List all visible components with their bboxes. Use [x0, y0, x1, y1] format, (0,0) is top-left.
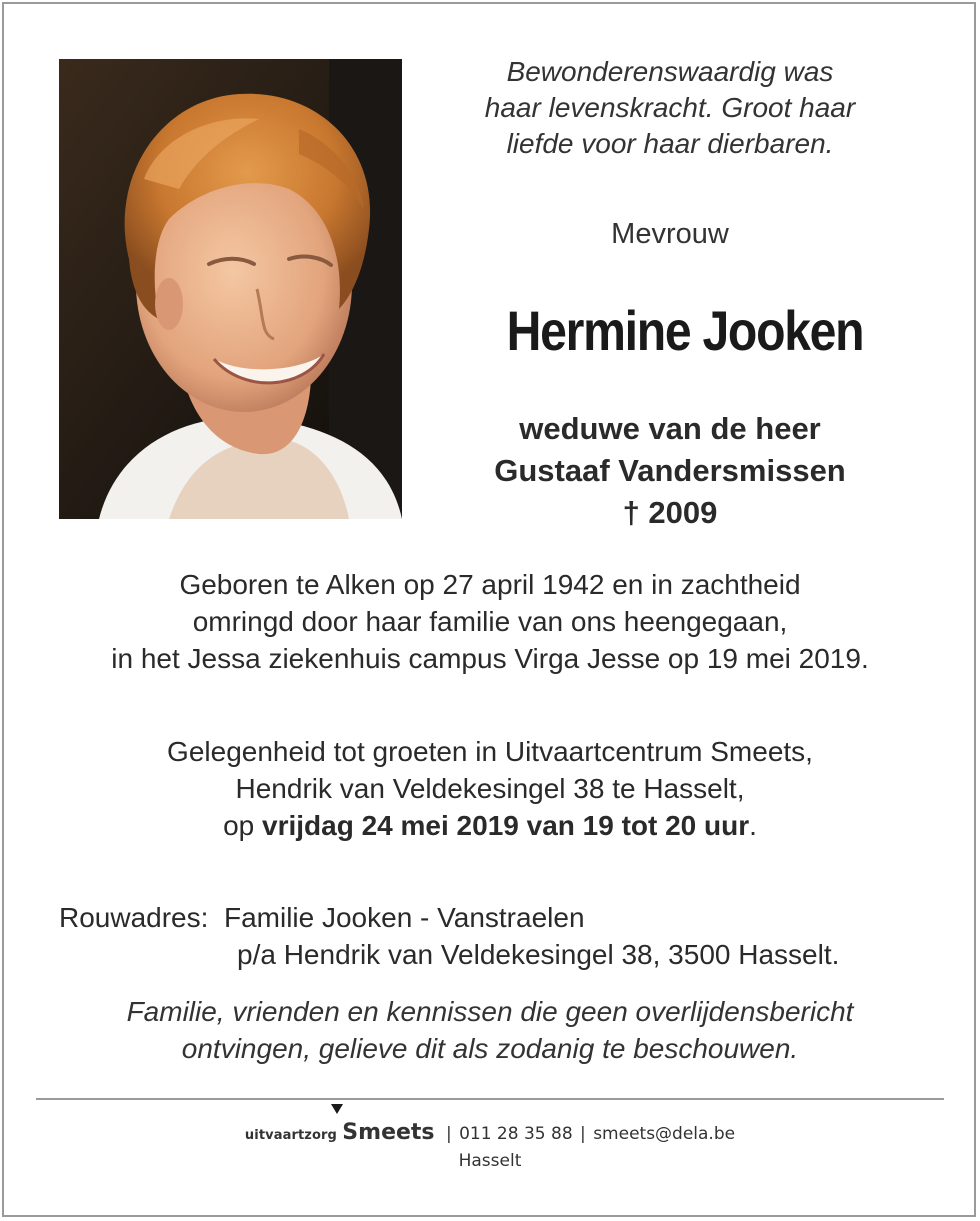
portrait-illustration	[59, 59, 402, 519]
funeral-home-footer	[20, 1118, 960, 1171]
address-line-1	[59, 899, 939, 936]
footer-email[interactable]: smeets@dela.be	[593, 1124, 736, 1144]
note-line: ontvingen, gelieve dit als zodanig te beschouwen.	[181, 1033, 799, 1064]
footer-contact	[20, 1118, 960, 1151]
portrait-photo	[59, 59, 402, 519]
spouse-name: Gustaaf Vandersmissen	[494, 453, 846, 488]
widow-info	[430, 408, 910, 534]
spouse-death-year: † 2009	[622, 495, 718, 530]
address-label: Rouwadres:	[59, 902, 209, 933]
separator: |	[445, 1124, 452, 1144]
visitation-time-line	[20, 807, 960, 844]
note-line: Familie, vrienden en kennissen die geen overlijdensbericht	[126, 996, 854, 1027]
visitation-address: Hendrik van Veldekesingel 38 te Hasselt,	[235, 773, 745, 804]
mourning-address	[59, 899, 939, 973]
visitation-suffix: .	[749, 810, 757, 841]
quote-line: haar levenskracht. Groot haar	[484, 92, 856, 123]
quote-line: Bewonderenswaardig was	[506, 56, 834, 87]
visitation-prefix: op	[223, 810, 255, 841]
address-line-2: p/a Hendrik van Veldekesingel 38, 3500 Hasselt.	[237, 939, 840, 970]
brand-name: Smeets	[342, 1120, 435, 1145]
triangle-icon	[331, 1104, 343, 1114]
brand-logo	[342, 1118, 434, 1148]
memorial-quote	[430, 54, 910, 162]
brand-prefix: uitvaartzorg	[244, 1128, 337, 1143]
born-line: Geboren te Alken op 27 april 1942 en in zachtheid	[179, 569, 801, 600]
closing-note	[20, 993, 960, 1067]
deceased-name: Hermine Jooken	[506, 299, 864, 362]
footer-divider	[36, 1098, 944, 1100]
address-family: Familie Jooken - Vanstraelen	[223, 902, 585, 933]
birth-death-text	[20, 566, 960, 677]
separator: |	[580, 1124, 586, 1144]
widow-line: weduwe van de heer	[519, 411, 821, 446]
visitation-datetime: vrijdag 24 mei 2019 van 19 tot 20 uur	[262, 810, 750, 841]
footer-city: Hasselt	[458, 1151, 522, 1171]
footer-phone: 011 28 35 88	[459, 1124, 573, 1144]
salutation: Mevrouw	[611, 218, 729, 250]
born-line: omringd door haar familie van ons heengegaan,	[192, 606, 788, 637]
born-line: in het Jessa ziekenhuis campus Virga Jesse op 19 mei 2019.	[111, 643, 869, 674]
visitation-line: Gelegenheid tot groeten in Uitvaartcentrum Smeets,	[167, 736, 813, 767]
visitation-text	[20, 733, 960, 844]
quote-line: liefde voor haar dierbaren.	[506, 128, 834, 159]
